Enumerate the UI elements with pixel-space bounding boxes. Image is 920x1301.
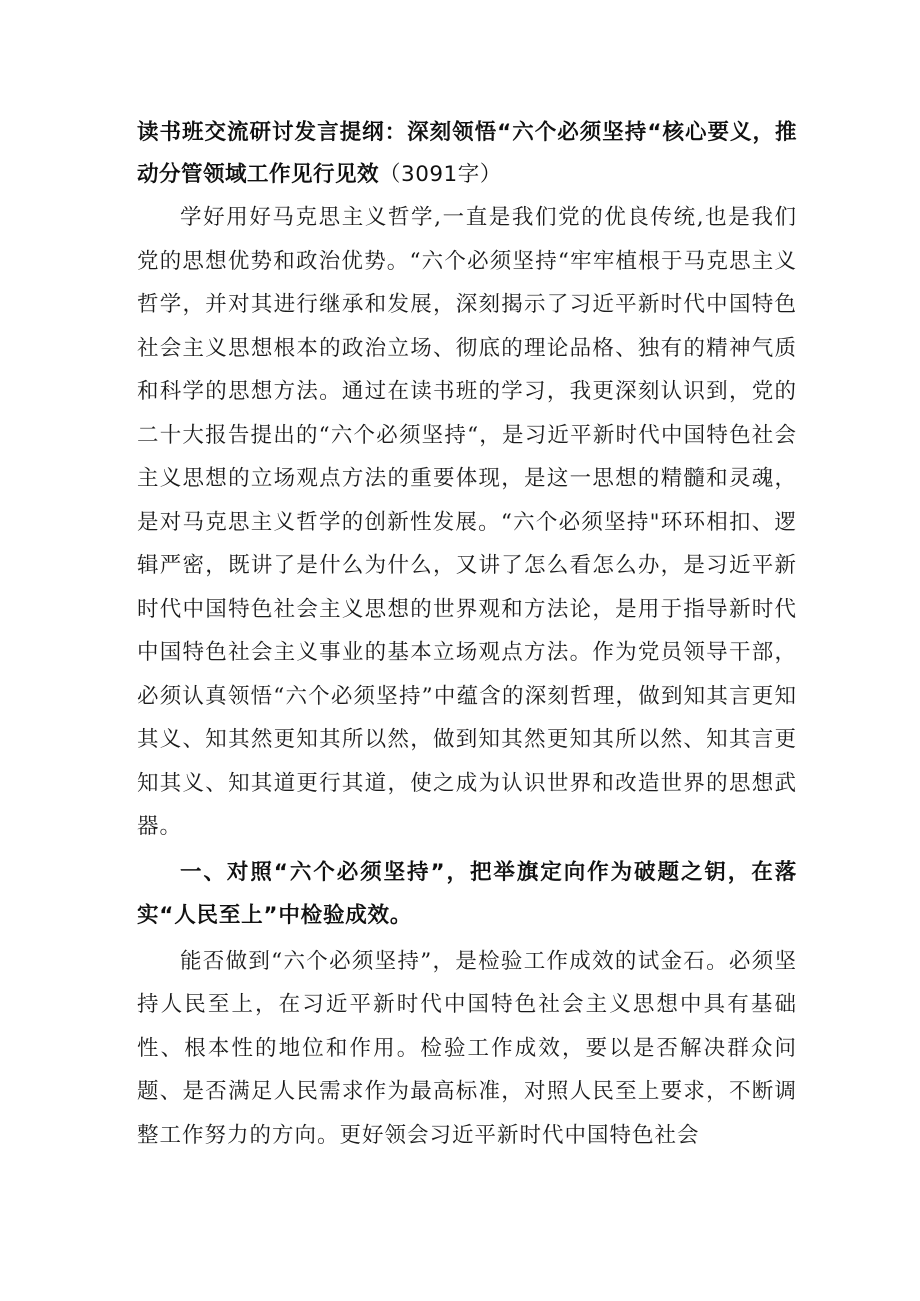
title-word-count: （3091字） xyxy=(379,162,502,187)
document-title xyxy=(137,112,797,196)
intro-paragraph: 学好用好马克思主义哲学,一直是我们党的优良传统,也是我们党的思想优势和政治优势。“六个必须坚持“牢牢植根于马克思主义哲学，并对其进行继承和发展，深刻揭示了习近平新时代中国特色社会主义思想根本的政治立场、彻底的理论品格、独有的精神气质和科学的思想方法。通过在读书班的学习，我更深刻认识到，党的二十大报告提出的“六个必须坚持“，是习近平新时代中国特色社会主义思想的立场观点方法的重要体现，是这一思想的精髓和灵魂，是对马克思主义哲学的创新性发展。“六个必须坚持"环环相扣、逻辑严密，既讲了是什么为什么，又讲了怎么看怎么办，是习近平新时代中国特色社会主义思想的世界观和方法论，是用于指导新时代中国特色社会主义事业的基本立场观点方法。作为党员领导干部，必须认真领悟“六个必须坚持”中蕴含的深刻哲理，做到知其言更知其义、知其然更知其所以然，做到知其然更知其所以然、知其言更知其义、知其道更行其道，使之成为认识世界和改造世界的思想武器。 xyxy=(137,205,797,839)
section-heading-1: 一、对照“六个必须坚持”，把举旗定向作为破题之钥，在落实“人民至上”中检验成效。 xyxy=(137,859,797,928)
document-body xyxy=(137,112,797,1157)
section-1-paragraph: 能否做到“六个必须坚持”，是检验工作成效的试金石。必须坚持人民至上，在习近平新时代中国特色社会主义思想中具有基础性、根本性的地位和作用。检验工作成效，要以是否解决群众问题、是否满足人民需求作为最高标准，对照人民至上要求，不断调整工作努力的方向。更好领会习近平新时代中国特色社会 xyxy=(137,948,797,1148)
title-text: 读书班交流研讨发言提纲：深刻领悟“六个必须坚持“核心要义，推动分管领域工作见行见效 xyxy=(137,120,797,187)
